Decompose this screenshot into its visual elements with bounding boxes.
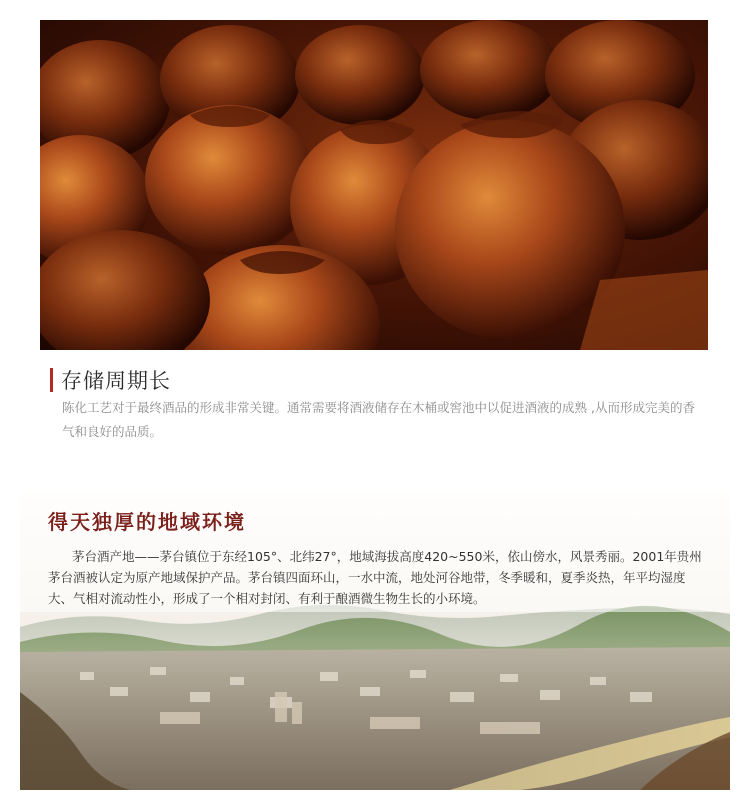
cellar-jars-photo xyxy=(40,20,708,350)
cellar-jars-illustration xyxy=(40,20,708,350)
region-environment-panel xyxy=(20,492,730,790)
section-region-description: 茅台酒产地——茅台镇位于东经105°、北纬27°，地域海拔高度420~550米，依山傍水，风景秀丽。2001年贵州茅台酒被认定为原产地域保护产品。茅台镇四面环山，一水中流，地处河谷地带，冬季暖和，夏季炎热，年平均湿度大、气相对流动性小，形成了一个相对封闭、有利于酿酒微生物生长的小环境。 xyxy=(48,549,702,606)
heading-accent-bar xyxy=(50,368,53,392)
town-panorama-illustration xyxy=(20,492,730,790)
section-storage-title: 存储周期长 xyxy=(61,369,171,393)
section-storage-header xyxy=(50,366,171,394)
section-storage-description: 陈化工艺对于最终酒品的形成非常关键。通常需要将酒液储存在木桶或窖池中以促进酒液的成熟 ,从而形成完美的香气和良好的品质。 xyxy=(62,400,695,439)
section-region-title: 得天独厚的地域环境 xyxy=(48,510,246,534)
